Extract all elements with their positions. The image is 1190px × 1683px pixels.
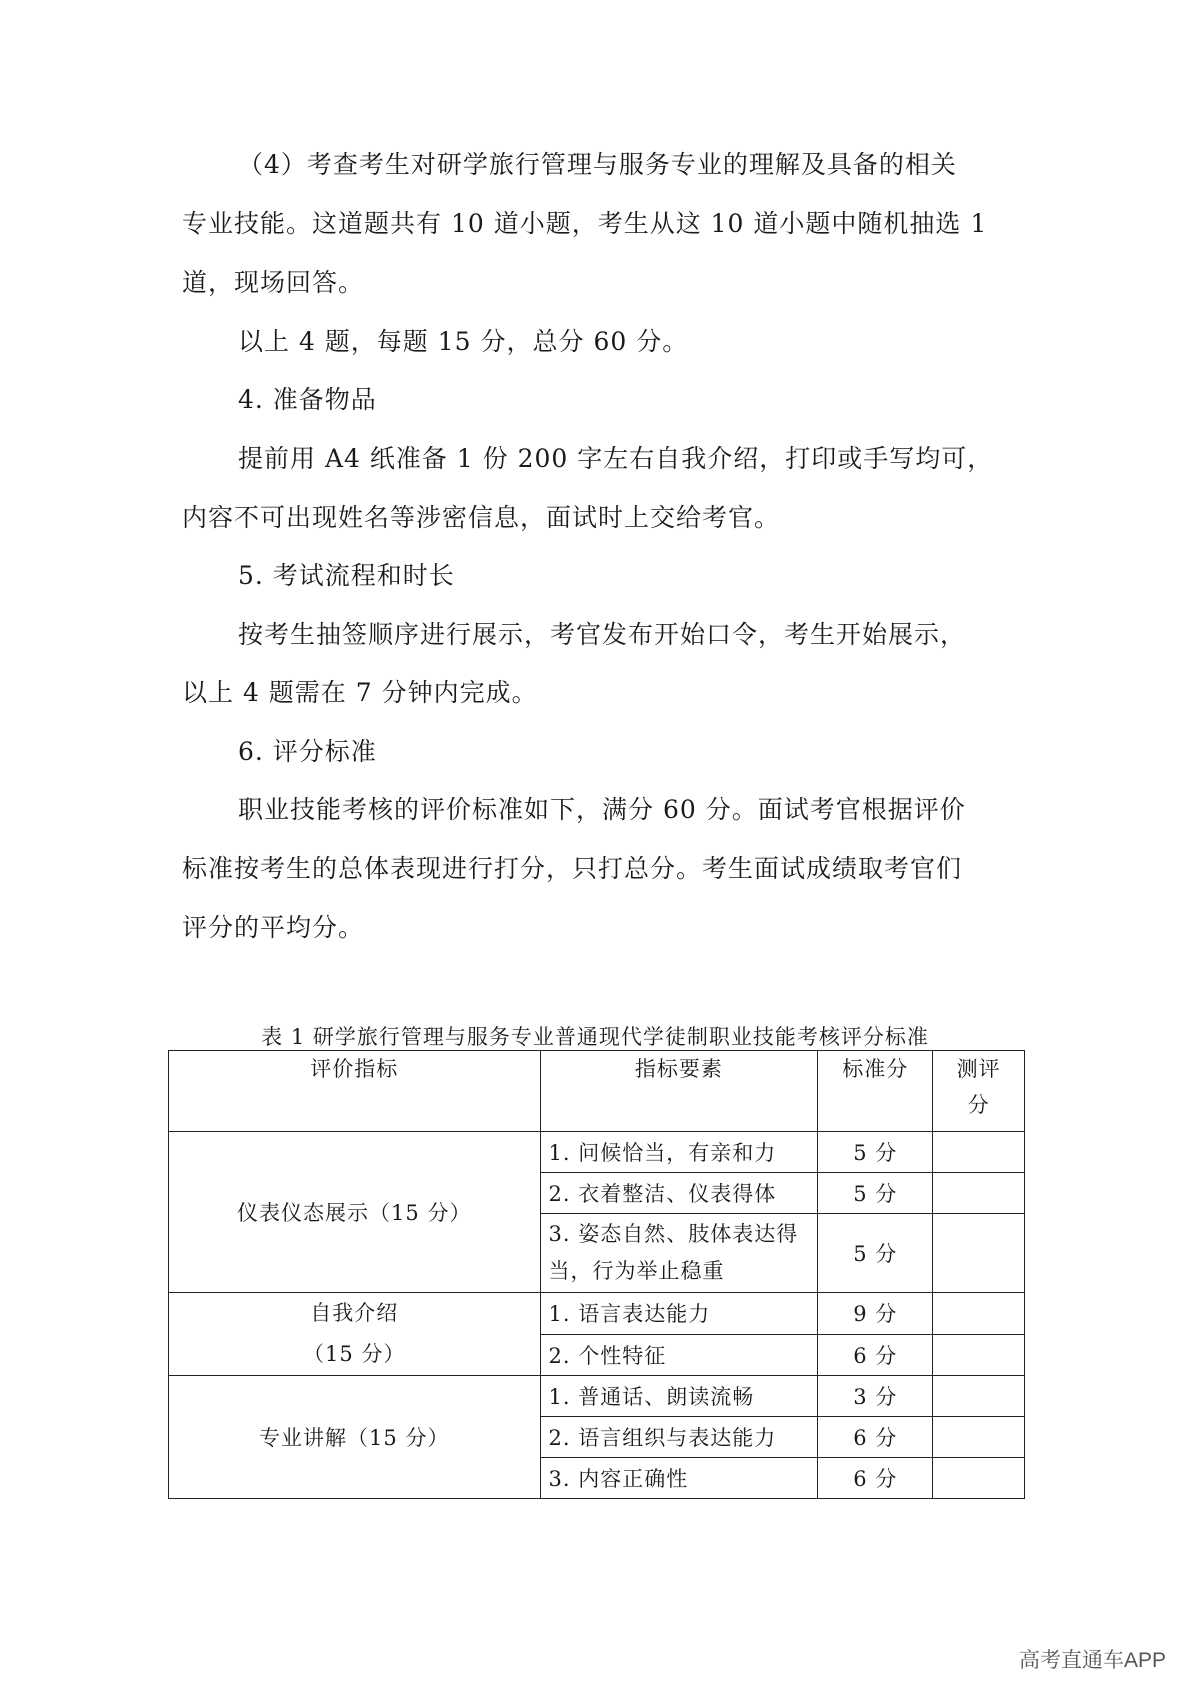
indicator-cell	[169, 1293, 541, 1376]
table-row	[169, 1293, 1025, 1335]
points-cell: 5 分	[818, 1173, 933, 1214]
table-row	[169, 1376, 1025, 1417]
section-heading-5: 5. 考试流程和时长	[238, 561, 455, 590]
element-cell: 2. 个性特征	[540, 1334, 818, 1376]
table-caption: 表 1 研学旅行管理与服务专业普通现代学徒制职业技能考核评分标准	[261, 1025, 929, 1049]
paragraph-line: 评分的平均分。	[182, 913, 365, 942]
element-cell: 1. 语言表达能力	[540, 1293, 818, 1335]
paragraph-line: 以上 4 题需在 7 分钟内完成。	[182, 678, 538, 707]
header-score-line2: 分	[967, 1093, 990, 1117]
paragraph-line: （4）考查考生对研学旅行管理与服务专业的理解及具备的相关	[238, 150, 957, 179]
header-indicator: 评价指标	[169, 1051, 541, 1132]
score-cell-empty	[933, 1132, 1025, 1173]
indicator-cell: 仪表仪态展示（15 分）	[169, 1132, 541, 1293]
element-line: 当，行为举止稳重	[548, 1259, 725, 1283]
score-cell-empty	[933, 1376, 1025, 1417]
score-cell-empty	[933, 1293, 1025, 1335]
indicator-line: 自我介绍	[310, 1301, 399, 1325]
paragraph-line: 专业技能。这道题共有 10 道小题，考生从这 10 道小题中随机抽选 1	[182, 209, 988, 238]
score-cell-empty	[933, 1417, 1025, 1458]
element-cell: 1. 普通话、朗读流畅	[540, 1376, 818, 1417]
score-cell-empty	[933, 1458, 1025, 1499]
element-cell: 2. 衣着整洁、仪表得体	[540, 1173, 818, 1214]
element-cell	[540, 1214, 818, 1293]
points-cell: 5 分	[818, 1214, 933, 1293]
points-cell: 6 分	[818, 1417, 933, 1458]
paragraph-line: 按考生抽签顺序进行展示，考官发布开始口令，考生开始展示，	[238, 620, 967, 649]
header-score-line1: 测评	[956, 1057, 1001, 1081]
indicator-cell: 专业讲解（15 分）	[169, 1376, 541, 1499]
section-heading-4: 4. 准备物品	[238, 385, 377, 414]
score-cell-empty	[933, 1173, 1025, 1214]
table-header-row	[169, 1051, 1025, 1132]
watermark-text: 高考直通车APP	[1018, 1649, 1166, 1672]
header-standard: 标准分	[818, 1051, 933, 1132]
points-cell: 5 分	[818, 1132, 933, 1173]
points-cell: 3 分	[818, 1376, 933, 1417]
paragraph-line: 职业技能考核的评价标准如下，满分 60 分。面试考官根据评价	[238, 795, 966, 824]
element-cell: 2. 语言组织与表达能力	[540, 1417, 818, 1458]
paragraph-line: 提前用 A4 纸准备 1 份 200 字左右自我介绍，打印或手写均可，	[238, 444, 994, 473]
indicator-line: （15 分）	[303, 1342, 406, 1366]
score-cell-empty	[933, 1334, 1025, 1376]
element-cell: 3. 内容正确性	[540, 1458, 818, 1499]
points-cell: 9 分	[818, 1293, 933, 1335]
paragraph-line: 标准按考生的总体表现进行打分，只打总分。考生面试成绩取考官们	[182, 854, 963, 883]
element-line: 3. 姿态自然、肢体表达得	[548, 1222, 799, 1246]
element-cell: 1. 问候恰当，有亲和力	[540, 1132, 818, 1173]
table-row	[169, 1132, 1025, 1173]
paragraph-line: 内容不可出现姓名等涉密信息，面试时上交给考官。	[182, 503, 781, 532]
points-cell: 6 分	[818, 1458, 933, 1499]
score-cell-empty	[933, 1214, 1025, 1293]
header-score	[933, 1051, 1025, 1132]
scoring-table	[168, 1050, 1025, 1499]
points-cell: 6 分	[818, 1334, 933, 1376]
header-elements: 指标要素	[540, 1051, 818, 1132]
section-heading-6: 6. 评分标准	[238, 737, 377, 766]
paragraph-line: 以上 4 题，每题 15 分，总分 60 分。	[238, 327, 689, 356]
paragraph-line: 道，现场回答。	[182, 268, 365, 297]
